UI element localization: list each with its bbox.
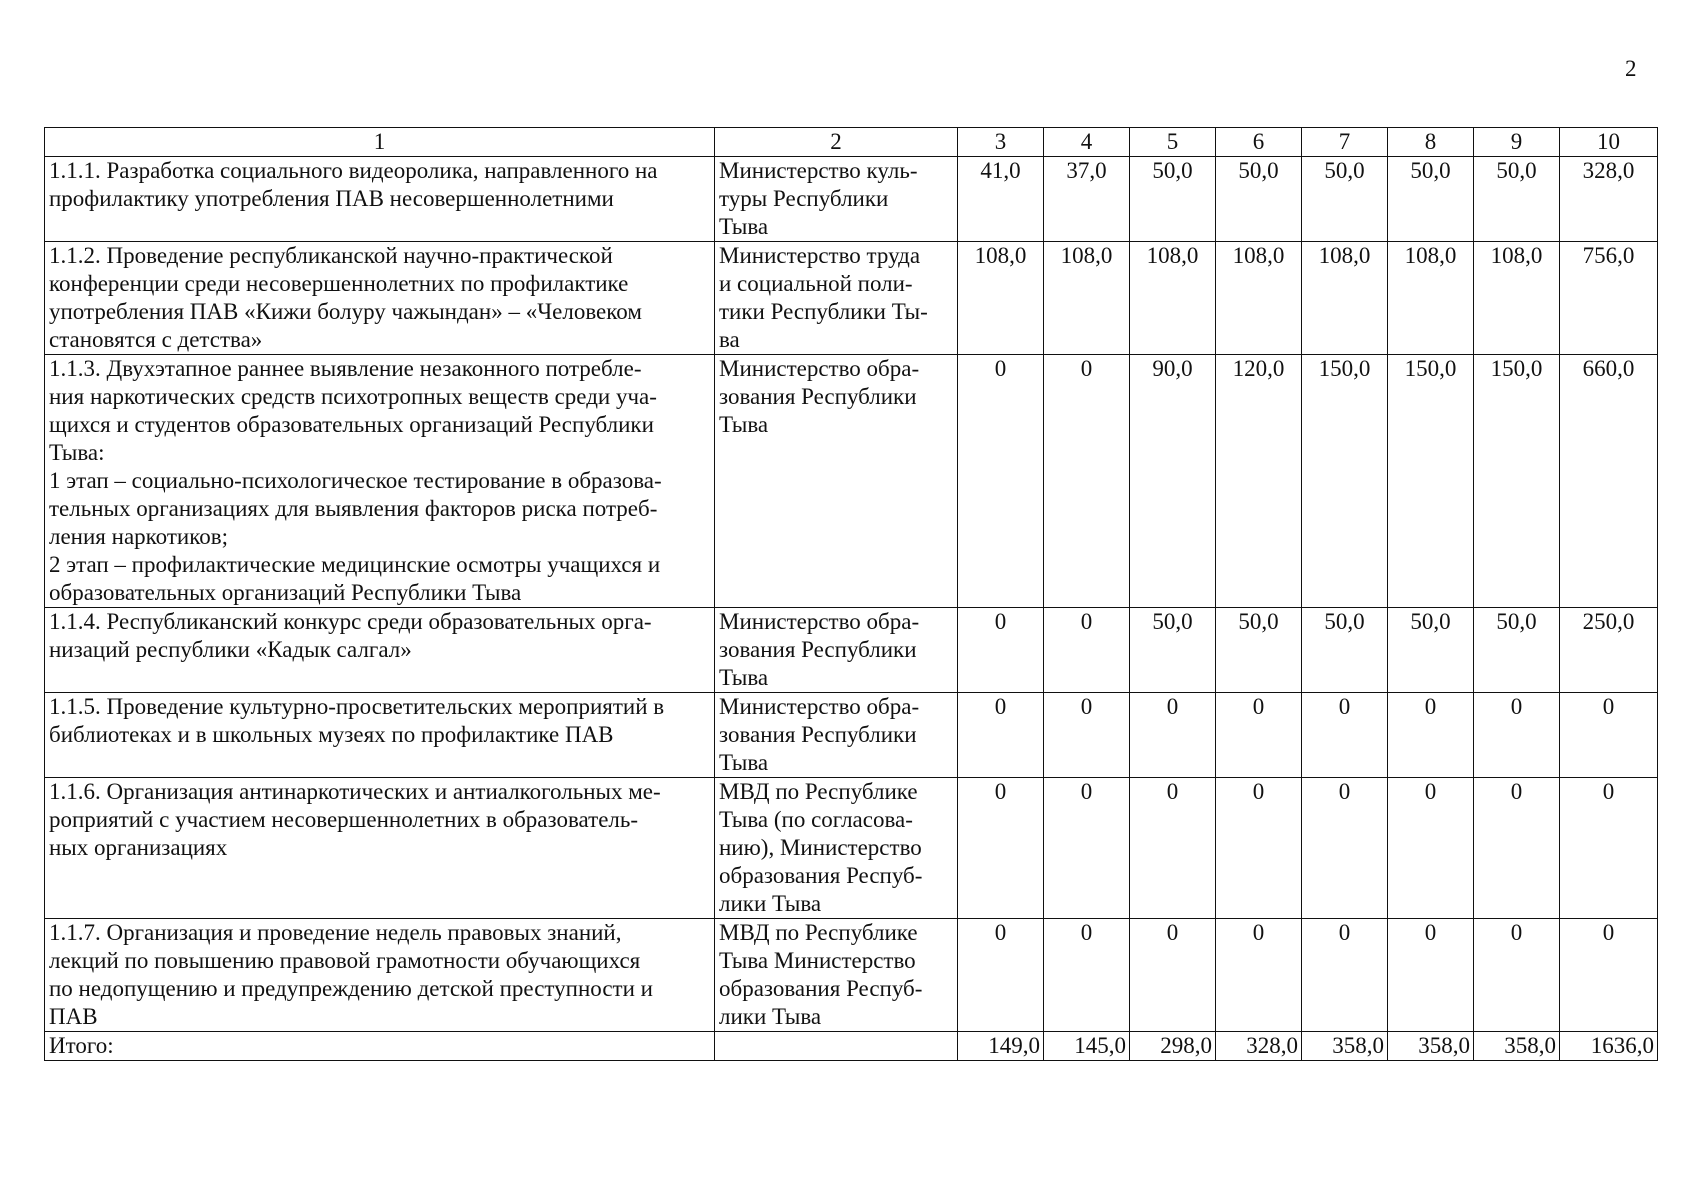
value-cell: 50,0: [1216, 608, 1302, 693]
value-cell: 0: [1302, 693, 1388, 778]
activity-cell: [45, 355, 715, 608]
value-cell: 108,0: [1216, 242, 1302, 355]
responsible-cell: [715, 242, 958, 355]
table-row: [45, 608, 1658, 693]
activity-line: конференции среди несовершеннолетних по профилактике: [49, 271, 629, 296]
column-header: 6: [1216, 128, 1302, 157]
responsible-line: зования Республики: [719, 722, 917, 747]
responsible-cell: [715, 778, 958, 919]
value-cell: 50,0: [1216, 157, 1302, 242]
responsible-line: Министерство труда: [719, 243, 921, 268]
table-row: [45, 242, 1658, 355]
total-value-cell: 298,0: [1130, 1032, 1216, 1061]
activity-cell: [45, 157, 715, 242]
value-cell: 150,0: [1302, 355, 1388, 608]
responsible-line: нию), Министерство: [719, 835, 922, 860]
value-cell: 0: [1216, 693, 1302, 778]
table-row: [45, 355, 1658, 608]
activity-line: ПАВ: [49, 1004, 98, 1029]
responsible-cell: [715, 693, 958, 778]
column-header: 8: [1388, 128, 1474, 157]
column-header: 5: [1130, 128, 1216, 157]
column-header: 2: [715, 128, 958, 157]
responsible-line: Тыва: [719, 412, 769, 437]
value-cell: 0: [1474, 919, 1560, 1032]
value-cell: 108,0: [958, 242, 1044, 355]
activity-line: ных организациях: [49, 835, 228, 860]
total-value-cell: 145,0: [1044, 1032, 1130, 1061]
value-cell: 108,0: [1474, 242, 1560, 355]
responsible-line: Тыва Министерство: [719, 948, 916, 973]
activity-line: по недопущению и предупреждению детской преступности и: [49, 976, 653, 1001]
activity-line: тельных организациях для выявления факторов риска потреб-: [49, 496, 658, 521]
total-responsible-cell: [715, 1032, 958, 1061]
activity-line: Тыва:: [49, 440, 105, 465]
responsible-line: ва: [719, 327, 740, 352]
activity-line: 1.1.3. Двухэтапное раннее выявление незаконного потребле-: [49, 356, 642, 381]
responsible-line: тики Республики Ты-: [719, 299, 928, 324]
activity-line: низаций республики «Кадык салгал»: [49, 637, 412, 662]
value-cell: 0: [1474, 778, 1560, 919]
value-cell: 150,0: [1474, 355, 1560, 608]
value-cell: 0: [1044, 919, 1130, 1032]
value-cell: 0: [1560, 778, 1658, 919]
value-cell: 0: [1044, 355, 1130, 608]
column-header: 4: [1044, 128, 1130, 157]
value-cell: 0: [1474, 693, 1560, 778]
activity-cell: [45, 693, 715, 778]
value-cell: 50,0: [1130, 608, 1216, 693]
activity-line: образовательных организаций Республики Тыва: [49, 580, 522, 605]
value-cell: 0: [1560, 693, 1658, 778]
activity-line: 2 этап – профилактические медицинские осмотры учащихся и: [49, 552, 661, 577]
value-cell: 0: [958, 608, 1044, 693]
responsible-cell: [715, 608, 958, 693]
column-header: 7: [1302, 128, 1388, 157]
responsible-line: образования Респуб-: [719, 976, 923, 1001]
activity-line: щихся и студентов образовательных организаций Республики: [49, 412, 654, 437]
activity-line: библиотеках и в школьных музеях по профилактике ПАВ: [49, 722, 614, 747]
responsible-line: Тыва: [719, 665, 769, 690]
activity-line: 1.1.7. Организация и проведение недель правовых знаний,: [49, 920, 622, 945]
column-header: 9: [1474, 128, 1560, 157]
value-cell: 37,0: [1044, 157, 1130, 242]
value-cell: 50,0: [1302, 608, 1388, 693]
activity-line: употребления ПАВ «Кижи болуру чажындан» – «Человеком: [49, 299, 642, 324]
value-cell: 0: [1216, 919, 1302, 1032]
value-cell: 50,0: [1474, 608, 1560, 693]
value-cell: 50,0: [1388, 157, 1474, 242]
value-cell: 90,0: [1130, 355, 1216, 608]
responsible-cell: [715, 919, 958, 1032]
activity-line: ния наркотических средств психотропных веществ среди уча-: [49, 384, 657, 409]
value-cell: 108,0: [1302, 242, 1388, 355]
responsible-line: МВД по Республике: [719, 920, 918, 945]
responsible-line: зования Республики: [719, 384, 917, 409]
responsible-cell: [715, 157, 958, 242]
activity-line: ления наркотиков;: [49, 524, 228, 549]
table-row: [45, 157, 1658, 242]
value-cell: 0: [1388, 919, 1474, 1032]
responsible-line: лики Тыва: [719, 1004, 822, 1029]
value-cell: 250,0: [1560, 608, 1658, 693]
activity-cell: [45, 778, 715, 919]
total-value-cell: 1636,0: [1560, 1032, 1658, 1061]
value-cell: 0: [1130, 919, 1216, 1032]
value-cell: 0: [958, 919, 1044, 1032]
value-cell: 328,0: [1560, 157, 1658, 242]
activity-line: 1.1.1. Разработка социального видеоролика, направленного на: [49, 158, 658, 183]
responsible-line: Министерство куль-: [719, 158, 918, 183]
value-cell: 0: [1044, 693, 1130, 778]
responsible-line: Министерство обра-: [719, 694, 920, 719]
value-cell: 150,0: [1388, 355, 1474, 608]
total-value-cell: 358,0: [1474, 1032, 1560, 1061]
value-cell: 50,0: [1388, 608, 1474, 693]
activity-cell: [45, 242, 715, 355]
activity-line: 1.1.4. Республиканский конкурс среди образовательных орга-: [49, 609, 652, 634]
activity-line: лекций по повышению правовой грамотности обучающихся: [49, 948, 641, 973]
column-header: 10: [1560, 128, 1658, 157]
value-cell: 0: [1560, 919, 1658, 1032]
total-row: [45, 1032, 1658, 1061]
responsible-line: туры Республики: [719, 186, 889, 211]
total-value-cell: 358,0: [1388, 1032, 1474, 1061]
activity-line: роприятий с участием несовершеннолетних в образователь-: [49, 807, 639, 832]
responsible-line: Министерство обра-: [719, 609, 920, 634]
table-header-row: [45, 128, 1658, 157]
value-cell: 0: [1130, 778, 1216, 919]
value-cell: 0: [1216, 778, 1302, 919]
responsible-line: Министерство обра-: [719, 356, 920, 381]
activity-cell: [45, 608, 715, 693]
value-cell: 0: [958, 355, 1044, 608]
responsible-line: лики Тыва: [719, 891, 822, 916]
column-header: 1: [45, 128, 715, 157]
value-cell: 0: [1388, 778, 1474, 919]
value-cell: 0: [1388, 693, 1474, 778]
activity-line: 1 этап – социально-психологическое тестирование в образова-: [49, 468, 662, 493]
value-cell: 108,0: [1044, 242, 1130, 355]
activity-line: 1.1.2. Проведение республиканской научно-практической: [49, 243, 613, 268]
table-row: [45, 919, 1658, 1032]
value-cell: 120,0: [1216, 355, 1302, 608]
responsible-line: образования Респуб-: [719, 863, 923, 888]
value-cell: 0: [958, 693, 1044, 778]
responsible-line: зования Республики: [719, 637, 917, 662]
value-cell: 0: [1302, 919, 1388, 1032]
value-cell: 50,0: [1474, 157, 1560, 242]
page-number: 2: [1625, 56, 1637, 81]
responsible-cell: [715, 355, 958, 608]
table-row: [45, 778, 1658, 919]
value-cell: 0: [1044, 608, 1130, 693]
budget-table: [44, 127, 1658, 1061]
value-cell: 108,0: [1388, 242, 1474, 355]
value-cell: 50,0: [1130, 157, 1216, 242]
total-value-cell: 358,0: [1302, 1032, 1388, 1061]
activity-line: становятся с детства»: [49, 327, 263, 352]
activity-line: 1.1.5. Проведение культурно-просветительских мероприятий в: [49, 694, 665, 719]
responsible-line: Тыва (по согласова-: [719, 807, 913, 832]
value-cell: 660,0: [1560, 355, 1658, 608]
activity-line: профилактику употребления ПАВ несовершеннолетними: [49, 186, 614, 211]
value-cell: 41,0: [958, 157, 1044, 242]
value-cell: 0: [958, 778, 1044, 919]
activity-cell: [45, 919, 715, 1032]
responsible-line: Тыва: [719, 214, 769, 239]
value-cell: 0: [1130, 693, 1216, 778]
responsible-line: и социальной поли-: [719, 271, 913, 296]
responsible-line: МВД по Республике: [719, 779, 918, 804]
value-cell: 0: [1044, 778, 1130, 919]
value-cell: 108,0: [1130, 242, 1216, 355]
activity-line: 1.1.6. Организация антинаркотических и антиалкогольных ме-: [49, 779, 661, 804]
value-cell: 50,0: [1302, 157, 1388, 242]
responsible-line: Тыва: [719, 750, 769, 775]
total-value-cell: 149,0: [958, 1032, 1044, 1061]
value-cell: 756,0: [1560, 242, 1658, 355]
total-value-cell: 328,0: [1216, 1032, 1302, 1061]
value-cell: 0: [1302, 778, 1388, 919]
total-label: Итого:: [45, 1032, 715, 1061]
table-row: [45, 693, 1658, 778]
column-header: 3: [958, 128, 1044, 157]
